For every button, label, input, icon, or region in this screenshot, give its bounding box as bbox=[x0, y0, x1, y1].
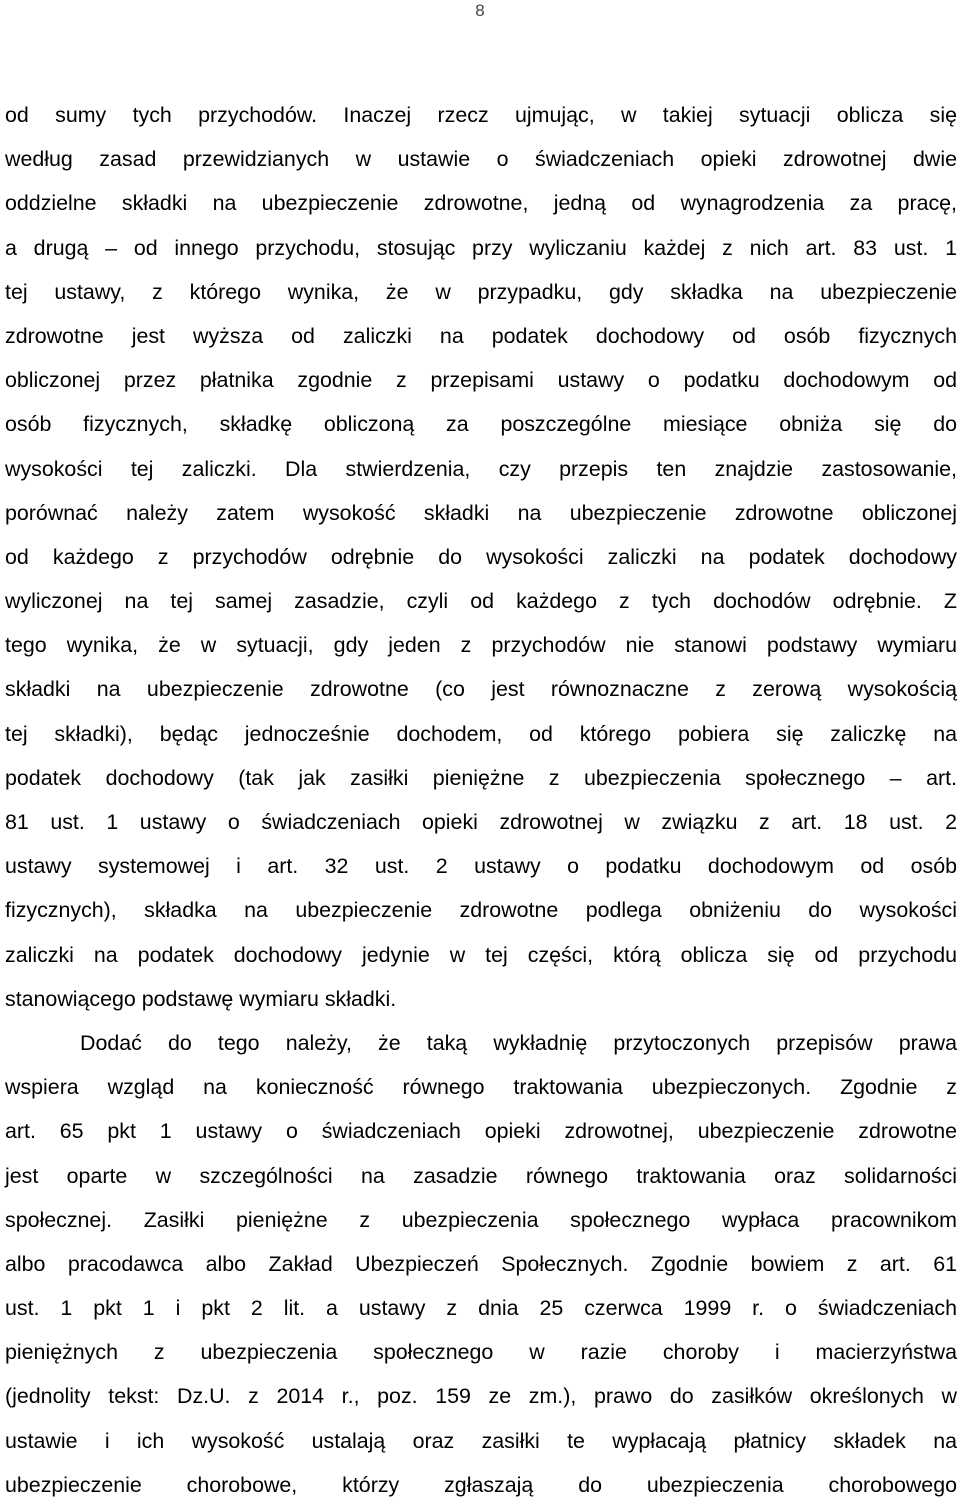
text-line: art. 65 pkt 1 ustawy o świadczeniach opieki zdrowotnej, ubezpieczenie zdrowotne bbox=[5, 1119, 957, 1144]
text-line: ust. 1 pkt 1 i pkt 2 lit. a ustawy z dnia 25 czerwca 1999 r. o świadczeniach bbox=[5, 1296, 957, 1321]
text-line: albo pracodawca albo Zakład Ubezpieczeń Społecznych. Zgodnie bowiem z art. 61 bbox=[5, 1251, 957, 1276]
text-line: ustawie i ich wysokość ustalają oraz zasiłki te wypłacają płatnicy składek na bbox=[5, 1428, 957, 1453]
text-line: (jednolity tekst: Dz.U. z 2014 r., poz. 159 ze zm.), prawo do zasiłków określonych w bbox=[5, 1384, 957, 1409]
text-line: obliczonej przez płatnika zgodnie z przepisami ustawy o podatku dochodowym od bbox=[5, 368, 957, 393]
text-line: tego wynika, że w sytuacji, gdy jeden z przychodów nie stanowi podstawy wymiaru bbox=[5, 633, 957, 658]
text-line: ustawy systemowej i art. 32 ust. 2 ustawy o podatku dochodowym od osób bbox=[5, 854, 957, 879]
text-line: zdrowotne jest wyższa od zaliczki na podatek dochodowy od osób fizycznych bbox=[5, 323, 957, 348]
text-line: tej składki), będąc jednocześnie dochodem, od którego pobiera się zaliczkę na bbox=[5, 721, 957, 746]
text-line: Dodać do tego należy, że taką wykładnię przytoczonych przepisów prawa bbox=[80, 1030, 957, 1055]
text-line: podatek dochodowy (tak jak zasiłki pieniężne z ubezpieczenia społecznego – art. bbox=[5, 765, 957, 790]
text-line: 81 ust. 1 ustawy o świadczeniach opieki zdrowotnej w związku z art. 18 ust. 2 bbox=[5, 810, 957, 834]
paragraph-1 bbox=[5, 93, 957, 1021]
text-line: wyliczonej na tej samej zasadzie, czyli od każdego z tych dochodów odrębnie. Z bbox=[5, 589, 957, 614]
text-line: zaliczki na podatek dochodowy jedynie w tej części, którą oblicza się od przychodu bbox=[5, 942, 957, 967]
text-line: fizycznych), składka na ubezpieczenie zdrowotne podlega obniżeniu do wysokości bbox=[5, 898, 957, 923]
text-line: składki na ubezpieczenie zdrowotne (co jest równoznaczne z zerową wysokością bbox=[5, 677, 957, 702]
text-line: ubezpieczenie chorobowe, którzy zgłaszają do ubezpieczenia chorobowego bbox=[5, 1472, 957, 1497]
text-line: społecznej. Zasiłki pieniężne z ubezpieczenia społecznego wypłaca pracownikom bbox=[5, 1207, 957, 1232]
text-line: według zasad przewidzianych w ustawie o świadczeniach opieki zdrowotnej dwie bbox=[5, 147, 957, 172]
text-line: porównać należy zatem wysokość składki na ubezpieczenie zdrowotne obliczonej bbox=[5, 500, 957, 525]
text-line: osób fizycznych, składkę obliczoną za poszczególne miesiące obniża się do bbox=[5, 412, 957, 437]
text-line: a drugą – od innego przychodu, stosując przy wyliczaniu każdej z nich art. 83 ust. 1 bbox=[5, 235, 957, 260]
text-line: wspiera wzgląd na konieczność równego traktowania ubezpieczonych. Zgodnie z bbox=[5, 1075, 957, 1100]
document-body bbox=[5, 93, 957, 1507]
text-line: od sumy tych przychodów. Inaczej rzecz ujmując, w takiej sytuacji oblicza się bbox=[5, 103, 957, 127]
text-line: od każdego z przychodów odrębnie do wysokości zaliczki na podatek dochodowy bbox=[5, 544, 957, 569]
text-line: pieniężnych z ubezpieczenia społecznego w razie choroby i macierzyństwa bbox=[5, 1340, 957, 1365]
text-line: wysokości tej zaliczki. Dla stwierdzenia, czy przepis ten znajdzie zastosowanie, bbox=[5, 456, 957, 481]
page-number: 8 bbox=[475, 1, 485, 20]
text-line: oddzielne składki na ubezpieczenie zdrowotne, jedną od wynagrodzenia za pracę, bbox=[5, 191, 957, 216]
paragraph-2 bbox=[5, 1021, 957, 1507]
text-line: jest oparte w szczególności na zasadzie równego traktowania oraz solidarności bbox=[5, 1163, 957, 1188]
text-line: stanowiącego podstawę wymiaru składki. bbox=[5, 986, 397, 1011]
text-line: tej ustawy, z którego wynika, że w przypadku, gdy składka na ubezpieczenie bbox=[5, 279, 957, 304]
